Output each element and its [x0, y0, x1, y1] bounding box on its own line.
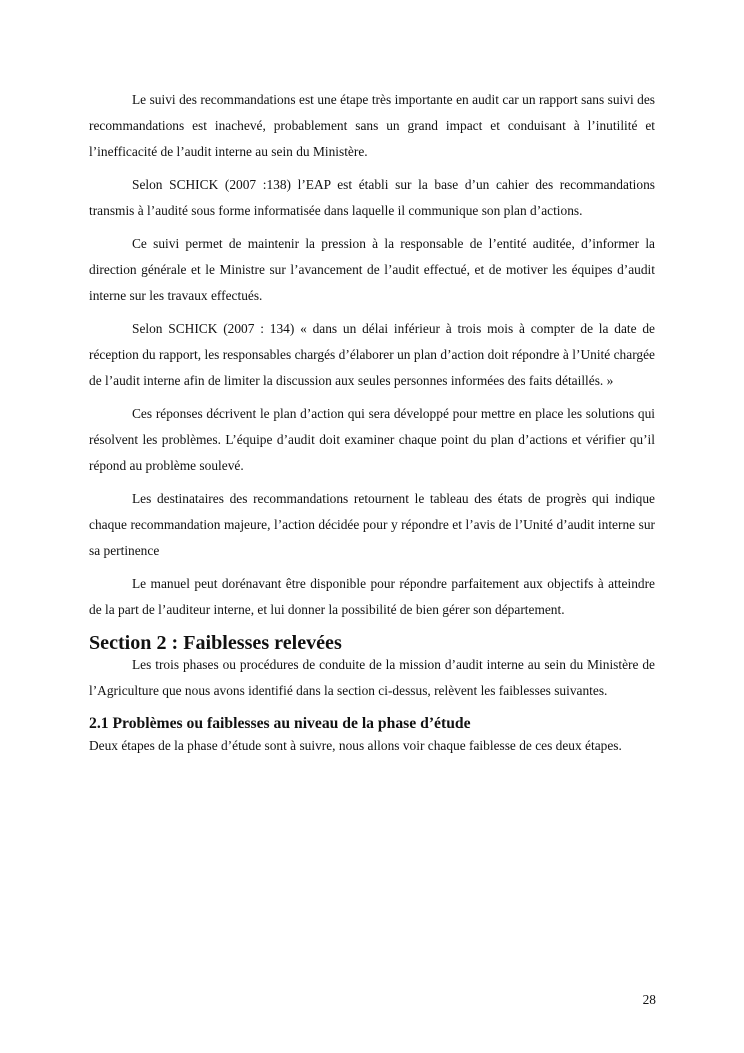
paragraph-schick-eap: Selon SCHICK (2007 :138) l’EAP est établi sur la base d’un cahier des recommandations transmis à l’audité sous forme informatisée dans laquelle il communique son plan d’actions. [89, 177, 655, 218]
paragraph-responses: Ces réponses décrivent le plan d’action qui sera développé pour mettre en place les solutions qui résolvent les problèmes. L’équipe d’audit doit examiner chaque point du plan d’actions et vérifier qu’il répond au problème soulevé. [89, 406, 655, 473]
section-2-paragraph: Les trois phases ou procédures de conduite de la mission d’audit interne au sein du Ministère de l’Agriculture que nous avons identifié dans la section ci-dessus, relèvent les faiblesses suivantes. [89, 657, 655, 698]
paragraph-manual: Le manuel peut dorénavant être disponible pour répondre parfaitement aux objectifs à atteindre de la part de l’auditeur interne, et lui donner la possibilité de bien gérer son département. [89, 576, 655, 617]
paragraph-schick-quote: Selon SCHICK (2007 : 134) « dans un délai inférieur à trois mois à compter de la date de réception du rapport, les responsables chargés d’élaborer un plan d’action doit répondre à l’Unité chargée de l’audit interne afin de limiter la discussion aux seules personnes informées des faits détaillés. » [89, 321, 655, 388]
page-body [89, 87, 655, 766]
page-number: 28 [642, 992, 656, 1007]
paragraph-recipients: Les destinataires des recommandations retournent le tableau des états de progrès qui indique chaque recommandation majeure, l’action décidée pour y répondre et l’avis de l’Unité d’audit interne sur sa pertinence [89, 491, 655, 558]
subsection-2-1-paragraph: Deux étapes de la phase d’étude sont à suivre, nous allons voir chaque faiblesse de ces deux étapes. [89, 738, 622, 753]
section-2-heading: Section 2 : Faiblesses relevées [89, 632, 342, 654]
paragraph-recommendation-follow-up: Le suivi des recommandations est une étape très importante en audit car un rapport sans suivi des recommandations est inachevé, probablement sans un grand impact et conduisant à l’inutilité et l’inefficacité de l’audit interne au sein du Ministère. [89, 92, 655, 159]
paragraph-pressure: Ce suivi permet de maintenir la pression à la responsable de l’entité auditée, d’informer la direction générale et le Ministre sur l’avancement de l’audit effectué, et de motiver les équipes d’audit interne sur les travaux effectués. [89, 236, 655, 303]
subsection-2-1-heading: 2.1 Problèmes ou faiblesses au niveau de la phase d’étude [89, 715, 471, 732]
